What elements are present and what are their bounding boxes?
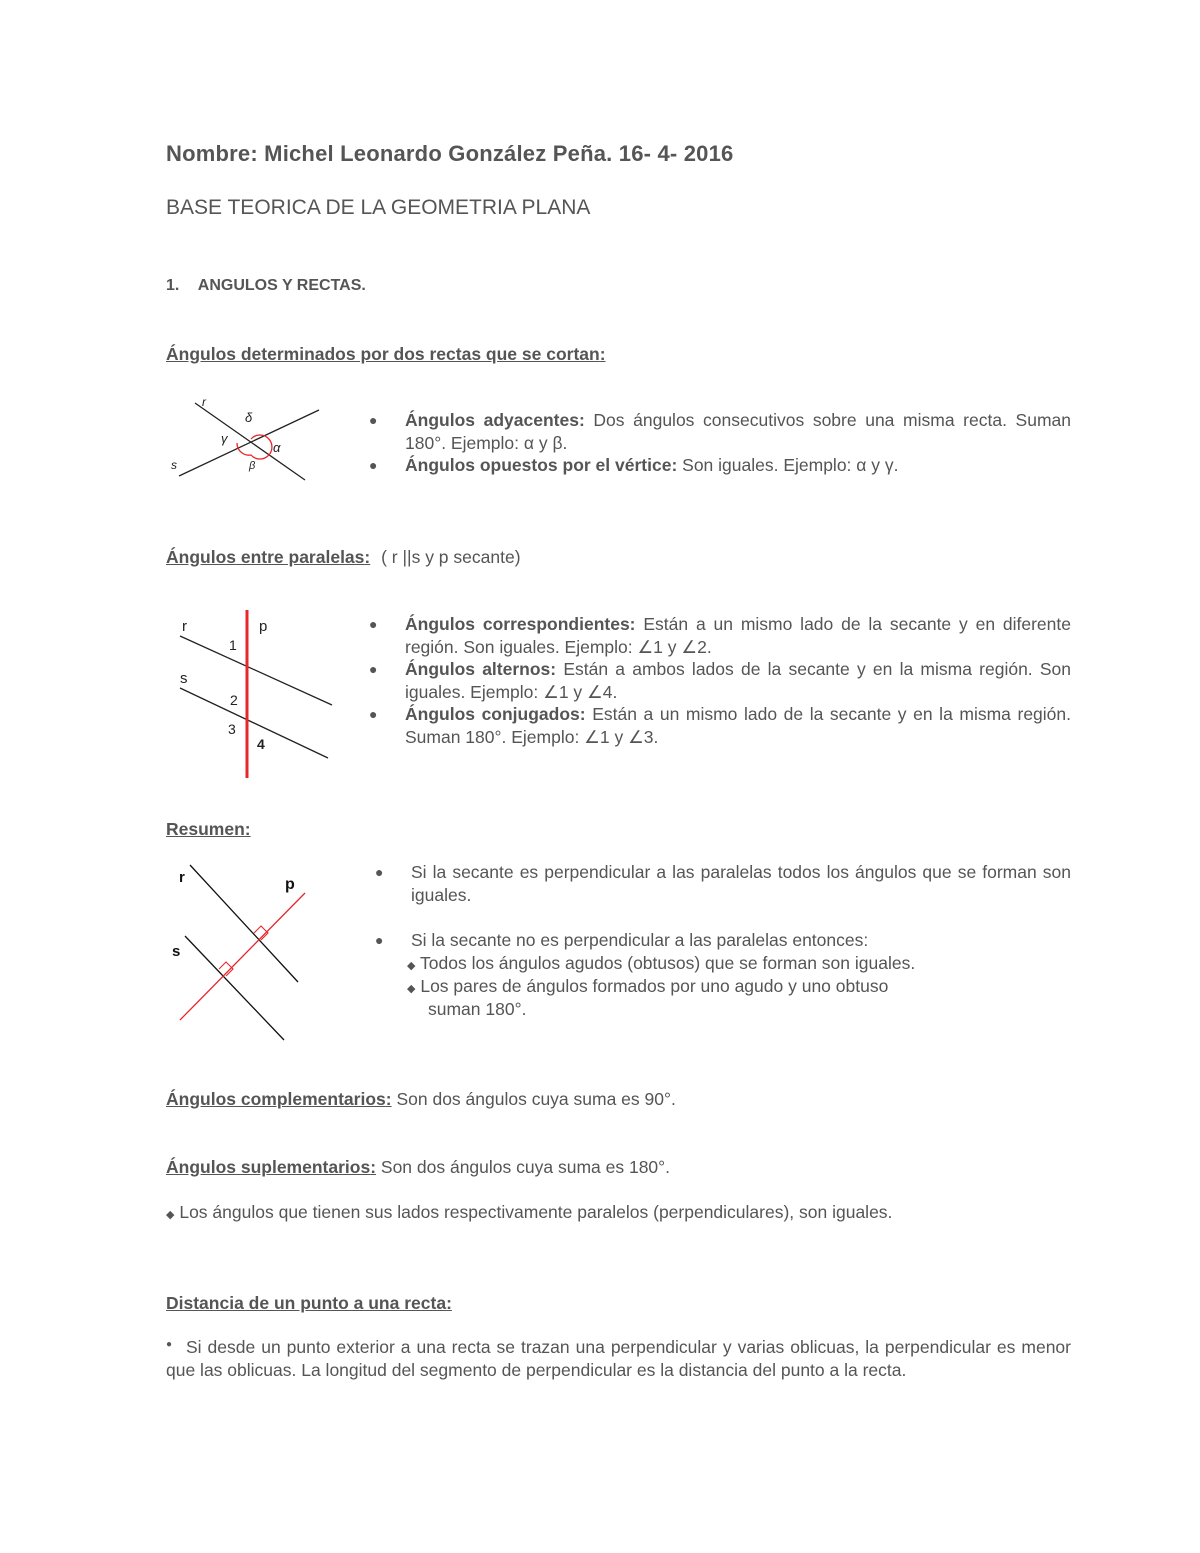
bullet-icon: ● bbox=[369, 706, 378, 722]
heading-colon: : bbox=[244, 819, 251, 839]
term: Ángulos conjugados: bbox=[405, 704, 586, 724]
summary-item-perpendicular: Si la secante es perpendicular a las paralelas todos los ángulos que se forman son iguales. bbox=[411, 862, 1071, 905]
list-item-vertical bbox=[405, 454, 1071, 477]
diamond-icon: ◆ bbox=[166, 1209, 175, 1221]
bullet-icon: ● bbox=[369, 412, 378, 428]
list-item-conjugate bbox=[405, 703, 1071, 748]
bullet-icon: ● bbox=[166, 1339, 173, 1350]
heading-text: Ángulos suplementarios bbox=[166, 1157, 371, 1177]
parallels-note: ( r ||s y p secante) bbox=[381, 547, 521, 567]
supplementary-angles bbox=[166, 1156, 670, 1179]
subitem-text: Todos los ángulos agudos (obtusos) que se forman son iguales. bbox=[420, 953, 916, 973]
diagram-label-s: s bbox=[171, 458, 177, 472]
diagram-label-r: r bbox=[202, 395, 206, 409]
diagram-label-1: 1 bbox=[229, 637, 237, 653]
heading-colon: : bbox=[599, 344, 606, 364]
diamond-icon: ◆ bbox=[407, 960, 416, 972]
parallel-sides-note bbox=[166, 1201, 892, 1227]
diagram-label-gamma: γ bbox=[221, 431, 228, 446]
list-item-adjacent bbox=[405, 409, 1071, 454]
heading-colon: : bbox=[364, 547, 371, 567]
diamond-icon: ◆ bbox=[407, 983, 416, 995]
line-r bbox=[180, 636, 332, 705]
summary-item-oblique: Si la secante no es perpendicular a las paralelas entonces: bbox=[411, 930, 869, 950]
summary-subitem bbox=[407, 952, 915, 978]
diagram-label-r: r bbox=[179, 869, 185, 886]
heading-text: Ángulos determinados por dos rectas que se cortan bbox=[166, 344, 600, 364]
definition: Están a un mismo lado de la secante y en diferente región. Son iguales. Ejemplo: ∠1 y ∠2. bbox=[405, 614, 1071, 657]
heading-text: Resumen bbox=[166, 819, 245, 839]
note-text: Los ángulos que tienen sus lados respectivamente paralelos (perpendiculares), son iguales. bbox=[179, 1202, 893, 1222]
list-item-alternate bbox=[405, 658, 1071, 703]
line-r bbox=[190, 865, 298, 982]
list-item-corresponding bbox=[405, 613, 1071, 658]
diagram-label-4: 4 bbox=[257, 736, 265, 752]
diagram-label-alpha: α bbox=[273, 440, 281, 455]
term: Ángulos alternos: bbox=[405, 659, 557, 679]
definition: Son iguales. Ejemplo: α y γ. bbox=[677, 455, 899, 475]
heading-colon: : bbox=[370, 1157, 377, 1177]
bullet-icon: ● bbox=[375, 932, 384, 948]
term: Ángulos correspondientes: bbox=[405, 614, 636, 634]
bullet-icon: ● bbox=[369, 616, 378, 632]
heading-distance bbox=[166, 1292, 452, 1315]
diagram-label-3: 3 bbox=[228, 721, 236, 737]
definition: Están a un mismo lado de la secante y en la misma región. Suman 180°. Ejemplo: ∠1 y ∠3. bbox=[405, 704, 1071, 747]
heading-text: Ángulos complementarios bbox=[166, 1089, 386, 1109]
intersecting-lines-diagram bbox=[165, 390, 325, 485]
diagram-label-s: s bbox=[180, 670, 188, 687]
diagram-label-beta: β bbox=[249, 460, 256, 472]
diagram-label-p: p bbox=[285, 876, 295, 893]
bullet-icon: ● bbox=[369, 661, 378, 677]
document-title: BASE TEORICA DE LA GEOMETRIA PLANA bbox=[166, 196, 591, 219]
definition: Están a ambos lados de la secante y en la misma región. Son iguales. Ejemplo: ∠1 y ∠4. bbox=[405, 659, 1072, 702]
line-s bbox=[180, 688, 328, 758]
heading-colon: : bbox=[385, 1089, 392, 1109]
diagram-label-2: 2 bbox=[230, 692, 238, 708]
heading-text: Distancia de un punto a una recta bbox=[166, 1293, 447, 1313]
term: Ángulos adyacentes: bbox=[405, 410, 585, 430]
complementary-angles bbox=[166, 1088, 676, 1111]
summary-diagram bbox=[165, 858, 315, 1044]
bullet-icon: ● bbox=[375, 864, 384, 880]
summary-subitem-continuation: suman 180°. bbox=[428, 999, 527, 1019]
definition: Dos ángulos consecutivos sobre una misma recta. Suman 180°. Ejemplo: α y β. bbox=[405, 410, 1071, 453]
subitem-text: Los pares de ángulos formados por uno agudo y uno obtuso bbox=[420, 976, 889, 996]
section-number: 1. bbox=[166, 277, 180, 294]
diagram-label-p: p bbox=[259, 618, 268, 635]
diagram-label-s: s bbox=[172, 943, 181, 960]
definition: Son dos ángulos cuya suma es 90°. bbox=[391, 1089, 676, 1109]
distance-paragraph: Si desde un punto exterior a una recta se trazan una perpendicular y varias oblicuas, la perpendicular es menor que las oblicuas. La longitud del segmento de perpendicular es la distancia del punto a la recta. bbox=[166, 1337, 1071, 1380]
secant-p bbox=[180, 893, 305, 1020]
parallels-diagram bbox=[170, 608, 340, 780]
heading-summary bbox=[166, 818, 251, 841]
author-line: Nombre: Michel Leonardo González Peña. 16- 4- 2016 bbox=[166, 141, 734, 166]
heading-intersecting-lines bbox=[166, 343, 606, 366]
heading-parallels bbox=[166, 546, 521, 569]
term: Ángulos opuestos por el vértice: bbox=[405, 455, 678, 475]
diagram-label-delta: δ bbox=[245, 410, 253, 425]
bullet-icon: ● bbox=[369, 457, 378, 473]
angle-arc bbox=[237, 435, 272, 459]
definition: Son dos ángulos cuya suma es 180°. bbox=[376, 1157, 671, 1177]
heading-colon: : bbox=[446, 1293, 452, 1313]
heading-text: Ángulos entre paralelas bbox=[166, 547, 365, 567]
section-heading bbox=[166, 277, 366, 295]
section-title: ANGULOS Y RECTAS. bbox=[197, 277, 366, 294]
diagram-label-r: r bbox=[182, 618, 187, 635]
summary-subitem bbox=[407, 975, 1007, 1001]
